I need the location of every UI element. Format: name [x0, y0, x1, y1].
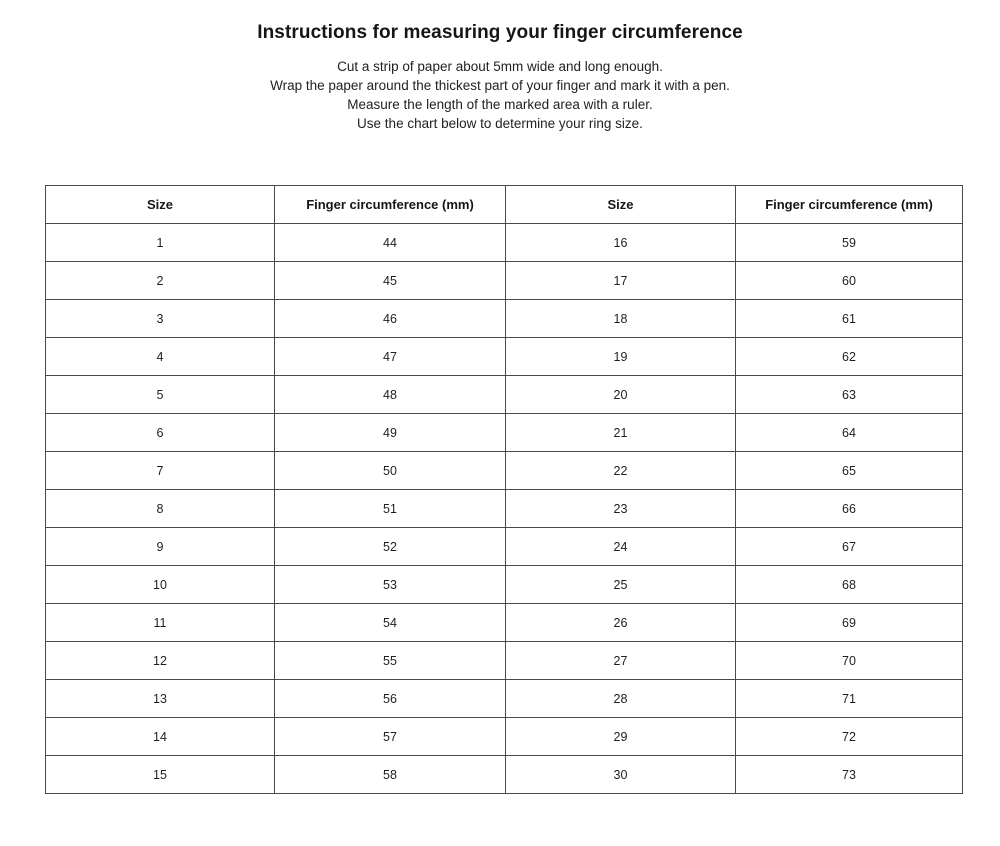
table-cell: 48: [275, 376, 506, 414]
table-cell: 14: [46, 718, 275, 756]
table-cell: 28: [506, 680, 736, 718]
table-row: [46, 566, 963, 604]
table-cell: 7: [46, 452, 275, 490]
table-row: [46, 680, 963, 718]
table-cell: 3: [46, 300, 275, 338]
table-cell: 71: [736, 680, 963, 718]
instruction-line: Wrap the paper around the thickest part of your finger and mark it with a pen.: [270, 78, 730, 93]
page-title: Instructions for measuring your finger circumference: [257, 22, 743, 43]
table-row: [46, 262, 963, 300]
table-cell: 23: [506, 490, 736, 528]
table-body: [46, 224, 963, 794]
table-cell: 9: [46, 528, 275, 566]
table-cell: 50: [275, 452, 506, 490]
table-cell: 69: [736, 604, 963, 642]
header-circumference-left: Finger circumference (mm): [275, 186, 506, 224]
table-cell: 49: [275, 414, 506, 452]
table-cell: 70: [736, 642, 963, 680]
table-row: [46, 642, 963, 680]
table-cell: 45: [275, 262, 506, 300]
table-cell: 68: [736, 566, 963, 604]
table-cell: 60: [736, 262, 963, 300]
table-cell: 66: [736, 490, 963, 528]
instruction-line: Measure the length of the marked area with a ruler.: [347, 97, 653, 112]
header-size-left: Size: [46, 186, 275, 224]
table-cell: 56: [275, 680, 506, 718]
table-cell: 44: [275, 224, 506, 262]
table-header-row: [46, 186, 963, 224]
table-cell: 10: [46, 566, 275, 604]
table-cell: 62: [736, 338, 963, 376]
table-cell: 53: [275, 566, 506, 604]
table-cell: 6: [46, 414, 275, 452]
table-cell: 20: [506, 376, 736, 414]
instruction-line: Use the chart below to determine your ring size.: [357, 116, 643, 131]
table-cell: 19: [506, 338, 736, 376]
table-row: [46, 452, 963, 490]
table-cell: 57: [275, 718, 506, 756]
table-cell: 5: [46, 376, 275, 414]
table-cell: 26: [506, 604, 736, 642]
table-cell: 4: [46, 338, 275, 376]
table-cell: 11: [46, 604, 275, 642]
table-cell: 12: [46, 642, 275, 680]
table-cell: 30: [506, 756, 736, 794]
table-cell: 54: [275, 604, 506, 642]
table-cell: 18: [506, 300, 736, 338]
table-row: [46, 224, 963, 262]
table-cell: 46: [275, 300, 506, 338]
ring-size-table: [45, 185, 963, 794]
table-row: [46, 528, 963, 566]
table-cell: 64: [736, 414, 963, 452]
table-row: [46, 338, 963, 376]
table-cell: 13: [46, 680, 275, 718]
table-cell: 24: [506, 528, 736, 566]
table-cell: 63: [736, 376, 963, 414]
table-cell: 73: [736, 756, 963, 794]
table-row: [46, 604, 963, 642]
instruction-line: Cut a strip of paper about 5mm wide and long enough.: [337, 59, 663, 74]
table-row: [46, 718, 963, 756]
table-row: [46, 756, 963, 794]
table-cell: 27: [506, 642, 736, 680]
table-cell: 1: [46, 224, 275, 262]
table-row: [46, 490, 963, 528]
table-cell: 51: [275, 490, 506, 528]
table-cell: 2: [46, 262, 275, 300]
header-circumference-right: Finger circumference (mm): [736, 186, 963, 224]
table-cell: 22: [506, 452, 736, 490]
table-cell: 29: [506, 718, 736, 756]
table-cell: 16: [506, 224, 736, 262]
table-cell: 59: [736, 224, 963, 262]
table-cell: 15: [46, 756, 275, 794]
header-size-right: Size: [506, 186, 736, 224]
table-cell: 67: [736, 528, 963, 566]
table-cell: 65: [736, 452, 963, 490]
instructions-block: [0, 57, 1000, 133]
table-cell: 25: [506, 566, 736, 604]
table-cell: 58: [275, 756, 506, 794]
table-cell: 17: [506, 262, 736, 300]
table-cell: 61: [736, 300, 963, 338]
table-cell: 21: [506, 414, 736, 452]
table-cell: 8: [46, 490, 275, 528]
table-cell: 52: [275, 528, 506, 566]
table-cell: 55: [275, 642, 506, 680]
table-cell: 47: [275, 338, 506, 376]
table-cell: 72: [736, 718, 963, 756]
table-row: [46, 376, 963, 414]
table-row: [46, 414, 963, 452]
table-row: [46, 300, 963, 338]
